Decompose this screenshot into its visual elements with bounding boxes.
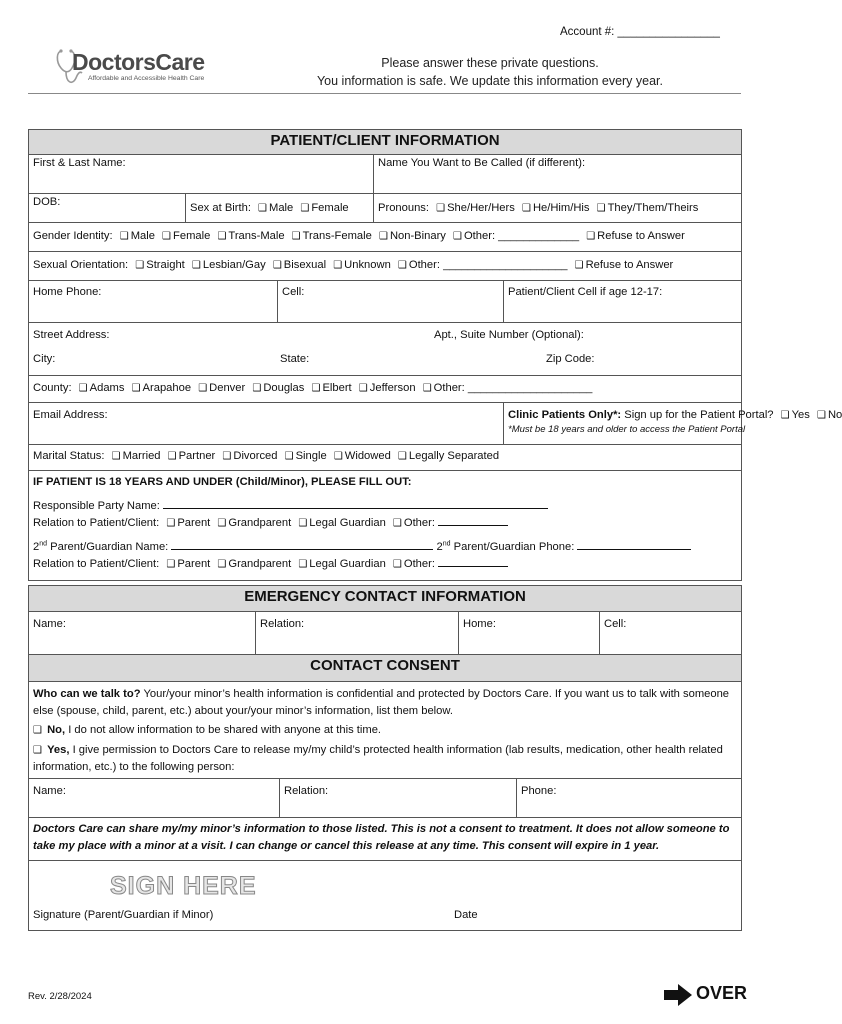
dob-field[interactable]: DOB: <box>29 194 186 223</box>
relation-row-1: Relation to Patient/Client: ❑ Parent ❑ Grandparent ❑ Legal Guardian ❑ Other: <box>33 515 508 529</box>
county-option-label: Adams <box>89 382 125 394</box>
second-guardian-name-input[interactable] <box>171 539 433 550</box>
checkbox-icon[interactable]: ❑ <box>111 451 121 462</box>
checkbox-icon[interactable]: ❑ <box>392 559 402 570</box>
checkbox-icon[interactable]: ❑ <box>378 231 388 242</box>
checkbox-icon[interactable]: ❑ <box>33 725 42 736</box>
intro-line-2: You information is safe. We update this information every year. <box>316 74 664 88</box>
consent-yes-option: ❑ Yes, I give permission to Doctors Care to release my/my child’s protected health information (lab results, medication, other health related information, etc.) to the following person: <box>33 744 723 773</box>
orientation-option-label: Lesbian/Gay <box>202 259 266 271</box>
emergency-home-field[interactable]: Home: <box>459 612 600 655</box>
county-row: County: ❑ Adams ❑ Arapahoe ❑ Denver ❑ Douglas ❑ Elbert ❑ Jefferson ❑ Other: ____________________ <box>29 376 742 403</box>
relation-option-label: Grandparent <box>228 558 292 570</box>
logo-wordmark: DoctorsCare <box>72 49 205 75</box>
consent-no-option: ❑ No, I do not allow information to be shared with anyone at this time. <box>33 724 382 736</box>
address-block <box>29 323 742 376</box>
contact-consent-header: CONTACT CONSENT <box>29 655 742 682</box>
pronoun-option-label: They/Them/Theirs <box>607 202 699 214</box>
gender-option-label: Trans-Female <box>302 230 372 242</box>
pronouns-row: Pronouns: ❑ She/Her/Hers ❑ He/Him/His ❑ They/Them/Theirs <box>374 194 742 223</box>
orientation-refuse-label: Refuse to Answer <box>585 259 674 271</box>
street-address-field[interactable]: Street Address: <box>33 329 110 341</box>
apt-suite-field[interactable]: Apt., Suite Number (Optional): <box>434 329 584 341</box>
checkbox-icon[interactable]: ❑ <box>521 203 531 214</box>
intro-text <box>290 54 690 90</box>
email-address-field[interactable]: Email Address: <box>29 403 504 445</box>
checkbox-icon[interactable]: ❑ <box>131 383 141 394</box>
checkbox-icon[interactable]: ❑ <box>422 383 432 394</box>
responsible-party-input[interactable] <box>163 498 548 509</box>
portal-note: *Must be 18 years and older to access the Patient Portal <box>508 424 746 435</box>
checkbox-icon[interactable]: ❑ <box>166 559 176 570</box>
marital-option-label: Widowed <box>344 450 391 462</box>
checkbox-icon[interactable]: ❑ <box>222 451 232 462</box>
checkbox-icon[interactable]: ❑ <box>78 383 88 394</box>
relation-other-label: Other: <box>403 558 435 570</box>
marital-option-label: Divorced <box>233 450 278 462</box>
sex-at-birth-row: Sex at Birth: ❑ Male ❑ Female <box>186 194 374 223</box>
second-guardian-row: 2nd Parent/Guardian Name: 2nd Parent/Guardian Phone: <box>33 539 691 553</box>
city-field[interactable]: City: <box>33 353 56 365</box>
gender-other-field[interactable]: Other: _____________ <box>463 230 580 242</box>
account-number-field[interactable]: Account #: ________________ <box>560 26 720 38</box>
county-option-label: Elbert <box>322 382 352 394</box>
over-label: OVER <box>696 983 748 1003</box>
state-field[interactable]: State: <box>280 353 310 365</box>
emergency-cell-field[interactable]: Cell: <box>600 612 742 655</box>
county-option-label: Arapahoe <box>142 382 192 394</box>
sign-here-label: SIGN HERE <box>110 872 257 900</box>
checkbox-icon[interactable]: ❑ <box>453 231 462 242</box>
relation-option-label: Parent <box>177 558 211 570</box>
checkbox-icon[interactable]: ❑ <box>191 260 201 271</box>
relation-other-label: Other: <box>403 517 435 529</box>
emergency-contact-header: EMERGENCY CONTACT INFORMATION <box>29 586 742 612</box>
relation-row-2: Relation to Patient/Client: ❑ Parent ❑ Grandparent ❑ Legal Guardian ❑ Other: <box>33 556 508 570</box>
checkbox-icon[interactable]: ❑ <box>272 260 282 271</box>
patient-info-header: PATIENT/CLIENT INFORMATION <box>29 130 742 155</box>
emergency-contact-table <box>28 585 742 655</box>
portal-option-label: Yes <box>791 409 810 421</box>
consent-relation-field[interactable]: Relation: <box>280 779 517 818</box>
checkbox-icon[interactable]: ❑ <box>392 518 402 529</box>
orientation-option-label: Straight <box>146 259 185 271</box>
consent-statement: Doctors Care can share my/my minor’s information to those listed. This is not a consent to treatment. It does not allow someone to take my place with a minor at a visit. I can change or cancel this release at any time. This consent will expire in 1 year. <box>29 818 742 861</box>
patient-info-table <box>28 129 842 581</box>
checkbox-icon[interactable]: ❑ <box>300 203 310 214</box>
consent-name-field[interactable]: Name: <box>29 779 280 818</box>
checkbox-icon[interactable]: ❑ <box>284 451 294 462</box>
zip-code-field[interactable]: Zip Code: <box>546 353 595 365</box>
minor-section <box>29 471 742 581</box>
checkbox-icon[interactable]: ❑ <box>33 745 42 756</box>
relation-option-label: Legal Guardian <box>309 517 386 529</box>
second-guardian-phone-input[interactable] <box>577 539 691 550</box>
revision-date: Rev. 2/28/2024 <box>28 991 92 1002</box>
preferred-name-field[interactable]: Name You Want to Be Called (if different): <box>374 155 742 194</box>
portal-option-label: No <box>827 409 842 421</box>
patient-cell-field[interactable]: Patient/Client Cell if age 12-17: <box>504 281 742 323</box>
gender-option-label: Non-Binary <box>389 230 446 242</box>
portal-bold-label: Clinic Patients Only*: <box>508 409 622 421</box>
checkbox-icon[interactable]: ❑ <box>298 559 308 570</box>
arrow-right-icon <box>664 984 692 1006</box>
checkbox-icon[interactable]: ❑ <box>217 518 227 529</box>
first-last-name-field[interactable]: First & Last Name: <box>29 155 374 194</box>
marital-option-label: Single <box>295 450 327 462</box>
relation-option-label: Parent <box>177 517 211 529</box>
checkbox-icon[interactable]: ❑ <box>298 518 308 529</box>
marital-option-label: Married <box>122 450 161 462</box>
checkbox-icon[interactable]: ❑ <box>167 451 177 462</box>
checkbox-icon[interactable]: ❑ <box>586 231 596 242</box>
county-option-label: Douglas <box>263 382 305 394</box>
portal-question: Sign up for the Patient Portal? <box>624 409 774 421</box>
marital-option-label: Legally Separated <box>408 450 500 462</box>
consent-explanation <box>29 682 742 779</box>
checkbox-icon[interactable]: ❑ <box>119 231 129 242</box>
orientation-other-field[interactable]: Other: ____________________ <box>408 259 568 271</box>
sex-option-label: Male <box>269 202 294 214</box>
intro-line-1: Please answer these private questions. <box>381 56 599 70</box>
sexual-orientation-row: Sexual Orientation: ❑ Straight ❑ Lesbian/Gay ❑ Bisexual ❑ Unknown ❑ Other: ____________________ ❑ Refuse to Answer <box>29 252 742 281</box>
checkbox-icon[interactable]: ❑ <box>436 203 446 214</box>
relation-other-input[interactable] <box>438 556 508 567</box>
county-option-label: Denver <box>209 382 246 394</box>
pronoun-option-label: She/Her/Hers <box>447 202 515 214</box>
county-other-field[interactable]: Other: ____________________ <box>433 382 593 394</box>
logo-tagline: Affordable and Accessible Health Care <box>88 75 205 82</box>
checkbox-icon[interactable]: ❑ <box>333 260 343 271</box>
emergency-name-field[interactable]: Name: <box>29 612 256 655</box>
gender-option-label: Trans-Male <box>228 230 285 242</box>
relation-other-input[interactable] <box>438 515 508 526</box>
checkbox-icon[interactable]: ❑ <box>135 260 145 271</box>
minor-heading: IF PATIENT IS 18 YEARS AND UNDER (Child/Minor), PLEASE FILL OUT: <box>33 476 412 488</box>
checkbox-icon[interactable]: ❑ <box>596 203 606 214</box>
relation-option-label: Legal Guardian <box>309 558 386 570</box>
who-can-we-talk-to: Who can we talk to? Your/your minor’s health information is confidential and protected by Doctors Care. If you want us to talk with someone else (spouse, child, parent, etc.) about your/your minor’s information, list them below. <box>33 688 730 717</box>
checkbox-icon[interactable]: ❑ <box>162 231 172 242</box>
orientation-option-label: Unknown <box>344 259 391 271</box>
gender-option-label: Male <box>130 230 155 242</box>
checkbox-icon[interactable]: ❑ <box>217 231 227 242</box>
patient-portal-cell <box>504 403 842 445</box>
date-label: Date <box>454 909 478 921</box>
checkbox-icon[interactable]: ❑ <box>780 410 790 421</box>
cell-field[interactable]: Cell: <box>278 281 504 323</box>
orientation-option-label: Bisexual <box>283 259 327 271</box>
checkbox-icon[interactable]: ❑ <box>252 383 262 394</box>
checkbox-icon[interactable]: ❑ <box>198 383 208 394</box>
gender-identity-row: Gender Identity: ❑ Male ❑ Female ❑ Trans-Male ❑ Trans-Female ❑ Non-Binary ❑ Other: _____________ ❑ Refuse to Answer <box>29 223 742 252</box>
pronoun-option-label: He/Him/His <box>532 202 590 214</box>
emergency-relation-field[interactable]: Relation: <box>256 612 459 655</box>
checkbox-icon[interactable]: ❑ <box>217 559 227 570</box>
checkbox-icon[interactable]: ❑ <box>291 231 301 242</box>
consent-phone-field[interactable]: Phone: <box>517 779 742 818</box>
gender-option-label: Female <box>173 230 211 242</box>
home-phone-field[interactable]: Home Phone: <box>29 281 278 323</box>
checkbox-icon[interactable]: ❑ <box>397 260 407 271</box>
checkbox-icon[interactable]: ❑ <box>397 451 407 462</box>
sex-option-label: Female <box>311 202 349 214</box>
responsible-party-row: Responsible Party Name: <box>33 498 548 512</box>
checkbox-icon[interactable]: ❑ <box>333 451 343 462</box>
doctors-care-logo <box>54 48 234 96</box>
signature-label: Signature (Parent/Guardian if Minor) <box>33 909 214 921</box>
relation-option-label: Grandparent <box>228 517 292 529</box>
county-option-label: Jefferson <box>369 382 416 394</box>
over-indicator <box>664 983 748 1007</box>
checkbox-icon[interactable]: ❑ <box>311 383 321 394</box>
marital-option-label: Partner <box>178 450 216 462</box>
checkbox-icon[interactable]: ❑ <box>574 260 584 271</box>
checkbox-icon[interactable]: ❑ <box>358 383 368 394</box>
checkbox-icon[interactable]: ❑ <box>166 518 176 529</box>
checkbox-icon[interactable]: ❑ <box>816 410 826 421</box>
gender-refuse-label: Refuse to Answer <box>597 230 685 242</box>
checkbox-icon[interactable]: ❑ <box>258 203 268 214</box>
header-divider <box>28 93 741 94</box>
marital-status-row: Marital Status: ❑ Married ❑ Partner ❑ Divorced ❑ Single ❑ Widowed ❑ Legally Separated <box>29 445 742 471</box>
